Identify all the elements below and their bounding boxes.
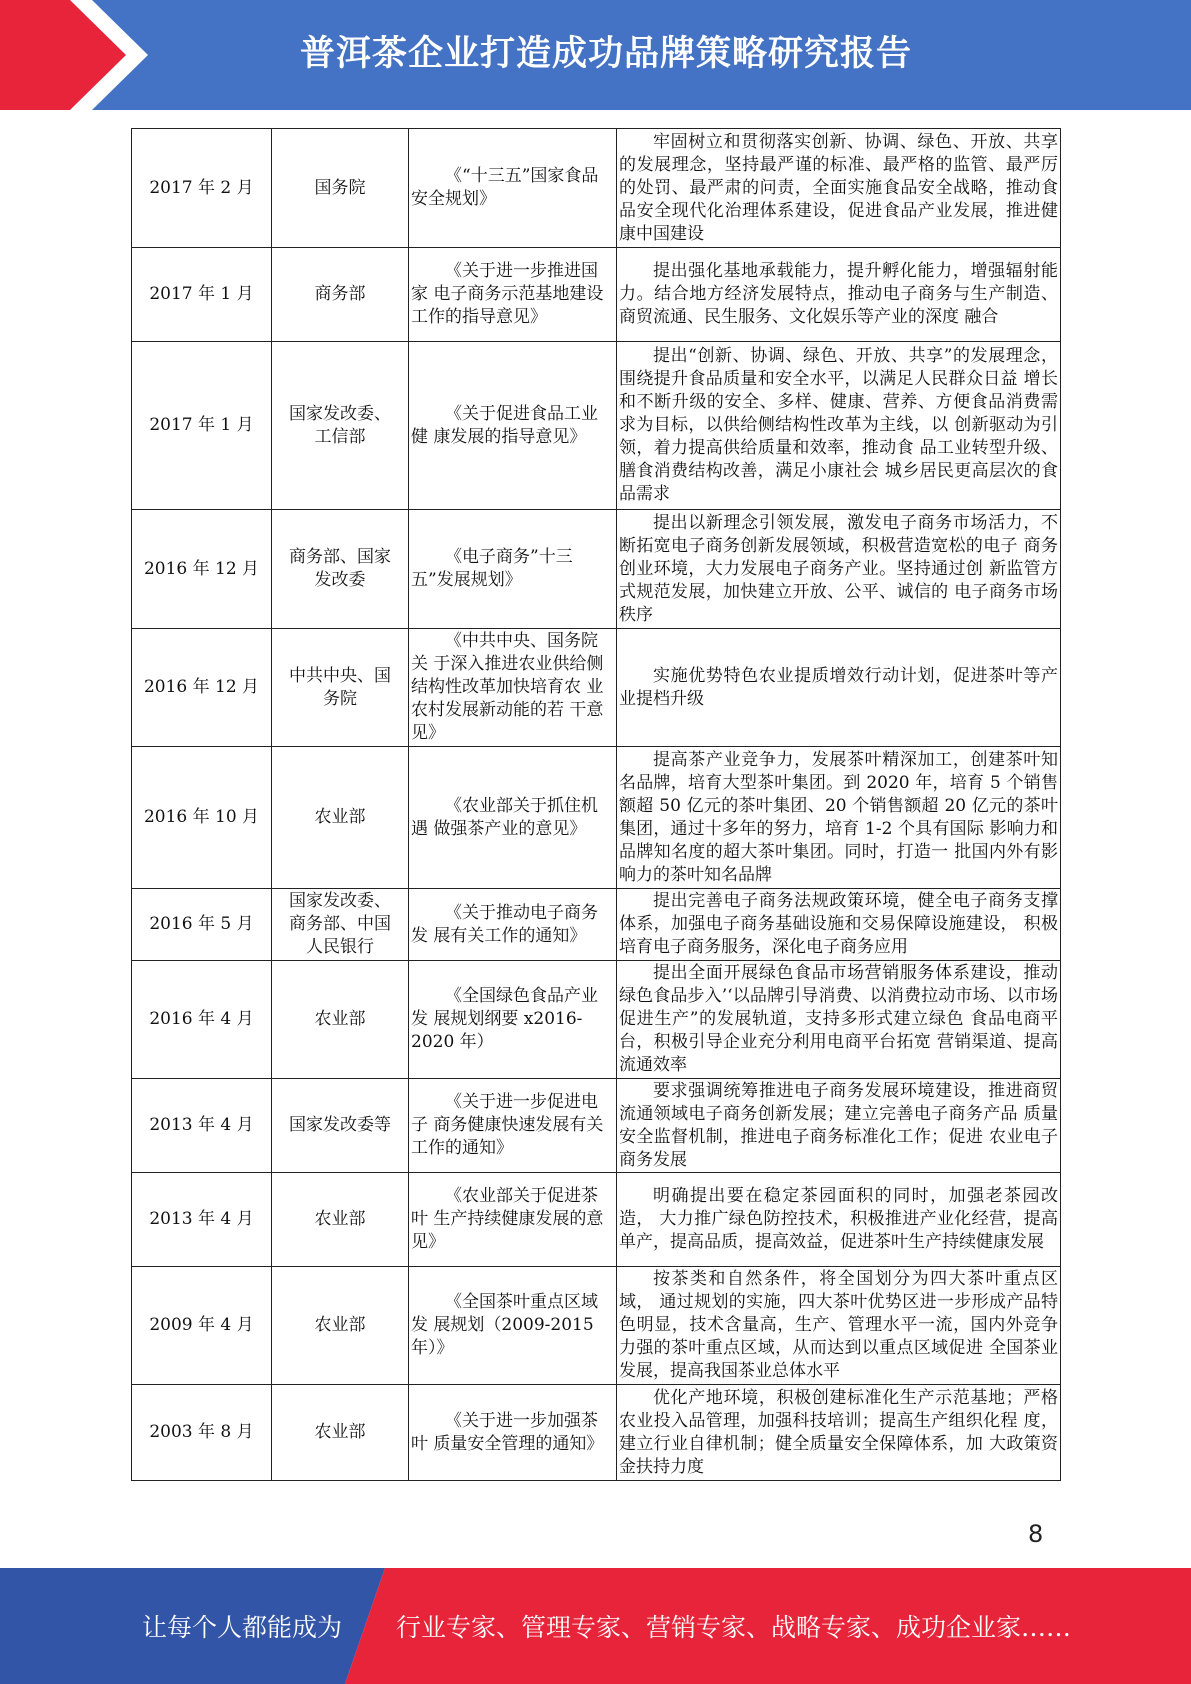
row-issuer: 国家发改委、 工信部 xyxy=(272,342,409,510)
row-date: 2016 年 5 月 xyxy=(132,889,272,961)
row-issuer: 中共中央、国 务院 xyxy=(272,629,409,747)
footer-slogan-left: 让每个人都能成为 xyxy=(142,1613,343,1642)
table-row xyxy=(132,1079,1061,1173)
footer-slogan-right: 行业专家、管理专家、营销专家、战略专家、成功企业家…… xyxy=(396,1613,1072,1642)
table-row xyxy=(132,248,1061,342)
row-date: 2013 年 4 月 xyxy=(132,1079,272,1173)
row-content: 提高茶产业竞争力，发展茶叶精深加工，创建茶叶知名品牌，培育大型茶叶集团。到 2020 年，培育 5 个销售额超 50 亿元的茶叶集团、20 个销售额超 20 亿元的茶叶集团，通过十多年的努力，培育 1-2 个具有国际 影响力和品牌知名度的超大茶叶集团。同时，打造一 批国内外有影响力的茶叶知名品牌 xyxy=(617,747,1061,889)
table-row xyxy=(132,1385,1061,1481)
row-date: 2017 年 2 月 xyxy=(132,129,272,248)
row-date: 2013 年 4 月 xyxy=(132,1173,272,1267)
row-date: 2009 年 4 月 xyxy=(132,1267,272,1385)
table-row xyxy=(132,342,1061,510)
row-issuer: 农业部 xyxy=(272,747,409,889)
table-row xyxy=(132,129,1061,248)
row-document: 《关于促进食品工业健 康发展的指导意见》 xyxy=(409,342,617,510)
row-content: 提出强化基地承载能力，提升孵化能力，增强辐射能 力。结合地方经济发展特点，推动电子商务与生产制造、商贸流通、民生服务、文化娱乐等产业的深度 融合 xyxy=(617,248,1061,342)
row-content: 优化产地环境，积极创建标准化生产示范基地；严格农业投入品管理，加强科技培训；提高生产组织化程 度，建立行业自律机制；健全质量安全保障体系，加 大政策资金扶持力度 xyxy=(617,1385,1061,1481)
row-document: 《农业部关于促进茶叶 生产持续健康发展的意 见》 xyxy=(409,1173,617,1267)
row-document: 《“十三五”国家食品 安全规划》 xyxy=(409,129,617,248)
row-date: 2016 年 10 月 xyxy=(132,747,272,889)
row-issuer: 农业部 xyxy=(272,1267,409,1385)
table-row xyxy=(132,747,1061,889)
row-document: 《中共中央、国务院关 于深入推进农业供给侧 结构性改革加快培育农 业农村发展新动能的若 干意见》 xyxy=(409,629,617,747)
row-issuer: 农业部 xyxy=(272,961,409,1079)
row-issuer: 农业部 xyxy=(272,1173,409,1267)
row-document: 《电子商务”十三五”发展规划》 xyxy=(409,510,617,629)
policy-table xyxy=(131,128,1061,1481)
row-document: 《关于进一步加强茶叶 质量安全管理的通知》 xyxy=(409,1385,617,1481)
row-content: 牢固树立和贯彻落实创新、协调、绿色、开放、共享 的发展理念，坚持最严谨的标准、最严格的监管、最严厉的处罚、最严肃的问责，全面实施食品安全战略，推动食品安全现代化治理体系建设，促进食品产业发展，推进健康中国建设 xyxy=(617,129,1061,248)
page-header xyxy=(0,0,1191,110)
table-row xyxy=(132,629,1061,747)
row-content: 要求强调统筹推进电子商务发展环境建设，推进商贸流通领域电子商务创新发展；建立完善电子商务产品 质量安全监督机制，推进电子商务标准化工作；促进 农业电子商务发展 xyxy=(617,1079,1061,1173)
row-issuer: 商务部 xyxy=(272,248,409,342)
row-issuer: 国务院 xyxy=(272,129,409,248)
row-document: 《农业部关于抓住机遇 做强茶产业的意见》 xyxy=(409,747,617,889)
row-date: 2016 年 12 月 xyxy=(132,629,272,747)
row-content: 提出以新理念引领发展，激发电子商务市场活力，不断拓宽电子商务创新发展领域，积极营造宽松的电子 商务创业环境，大力发展电子商务产业。坚持通过创 新监管方式规范发展，加快建立开放、公平、诚信的 电子商务市场秩序 xyxy=(617,510,1061,629)
table-row xyxy=(132,889,1061,961)
table-row xyxy=(132,1173,1061,1267)
row-content: 实施优势特色农业提质增效行动计划，促进茶叶等产业提档升级 xyxy=(617,629,1061,747)
page-footer xyxy=(0,1568,1191,1684)
row-content: 明确提出要在稳定茶园面积的同时，加强老茶园改造， 大力推广绿色防控技术，积极推进产业化经营，提高 单产，提高品质，提高效益，促进茶叶生产持续健康发展 xyxy=(617,1173,1061,1267)
row-content: 按茶类和自然条件，将全国划分为四大茶叶重点区域， 通过规划的实施，四大茶叶优势区进一步形成产品特 色明显，技术含量高，生产、管理水平一流，国内外竞争力强的茶叶重点区域，从而达到以重点区域促进 全国茶业发展，提高我国茶业总体水平 xyxy=(617,1267,1061,1385)
row-date: 2017 年 1 月 xyxy=(132,248,272,342)
row-content: 提出全面开展绿色食品市场营销服务体系建设，推动绿色食品步入’‘以品牌引导消费、以消费拉动市场、以市场促进生产”的发展轨道，支持多形式建立绿色 食品电商平台，积极引导企业充分利用电商平台拓宽 营销渠道、提高流通效率 xyxy=(617,961,1061,1079)
row-date: 2017 年 1 月 xyxy=(132,342,272,510)
row-issuer: 国家发改委、 商务部、中国 人民银行 xyxy=(272,889,409,961)
table-row xyxy=(132,1267,1061,1385)
row-document: 《关于进一步促进电子 商务健康快速发展有关 工作的通知》 xyxy=(409,1079,617,1173)
row-content: 提出完善电子商务法规政策环境，健全电子商务支撑体系，加强电子商务基础设施和交易保障设施建设， 积极培育电子商务服务，深化电子商务应用 xyxy=(617,889,1061,961)
row-issuer: 商务部、国家 发改委 xyxy=(272,510,409,629)
row-date: 2016 年 12 月 xyxy=(132,510,272,629)
row-document: 《全国茶叶重点区域发 展规划（2009-2015 年）》 xyxy=(409,1267,617,1385)
row-document: 《关于进一步推进国家 电子商务示范基地建设 工作的指导意见》 xyxy=(409,248,617,342)
table-row xyxy=(132,961,1061,1079)
row-document: 《关于推动电子商务发 展有关工作的通知》 xyxy=(409,889,617,961)
row-date: 2016 年 4 月 xyxy=(132,961,272,1079)
table-row xyxy=(132,510,1061,629)
report-title: 普洱茶企业打造成功品牌策略研究报告 xyxy=(300,34,913,74)
row-issuer: 农业部 xyxy=(272,1385,409,1481)
page-number: 8 xyxy=(1028,1520,1044,1548)
row-date: 2003 年 8 月 xyxy=(132,1385,272,1481)
row-document: 《全国绿色食品产业发 展规划纲要 x2016-2020 年） xyxy=(409,961,617,1079)
row-issuer: 国家发改委等 xyxy=(272,1079,409,1173)
row-content: 提出“创新、协调、绿色、开放、共享”的发展理念， 围绕提升食品质量和安全水平，以满足人民群众日益 增长和不断升级的安全、多样、健康、营养、方便食品消费需求为目标，以供给侧结构性改革为主线，以 创新驱动为引领，着力提高供给质量和效率，推动食 品工业转型升级、膳食消费结构改善，满足小康社会 城乡居民更高层次的食品需求 xyxy=(617,342,1061,510)
